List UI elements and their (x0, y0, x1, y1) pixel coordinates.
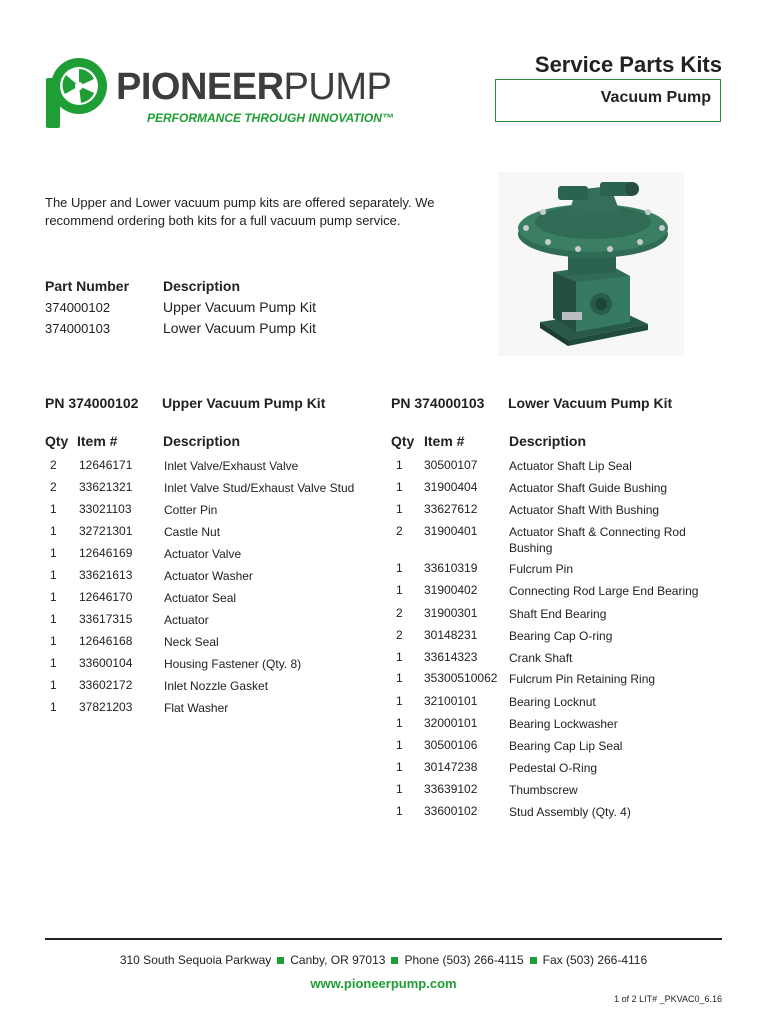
table-cell-qty: 1 (396, 804, 403, 818)
table-cell-qty: 1 (50, 612, 57, 626)
table-cell-item: 30500107 (424, 458, 478, 472)
table-cell-qty: 2 (50, 458, 57, 472)
table-cell-qty: 1 (50, 568, 57, 582)
table-cell-description: Thumbscrew (509, 783, 578, 797)
summary-description: Upper Vacuum Pump Kit (163, 299, 317, 315)
table-cell-qty: 1 (396, 671, 403, 685)
table-cell-description: Fulcrum Pin Retaining Ring (509, 672, 656, 686)
table-cell-qty: 2 (396, 524, 403, 538)
brand-name-bold: PIONEER (116, 66, 284, 108)
table-cell-qty: 1 (50, 590, 57, 604)
brand-name (116, 66, 391, 108)
table-cell-description: Fulcrum Pin (509, 562, 574, 576)
table-cell-item: 30148231 (424, 628, 478, 642)
green-square-bullet-icon (530, 957, 537, 964)
footer-divider (45, 938, 722, 940)
table-cell-qty: 1 (396, 583, 403, 597)
table-cell-item: 37821203 (79, 700, 133, 714)
lower-kit-header-item: Item # (424, 433, 465, 449)
summary-description: Lower Vacuum Pump Kit (163, 320, 317, 336)
footer-fax: Fax (503) 266-4116 (542, 953, 648, 967)
table-cell-description: Bearing Cap Lip Seal (509, 739, 623, 753)
table-cell-description: Actuator Shaft Lip Seal (509, 459, 632, 473)
table-cell-description: Actuator Washer (164, 569, 253, 583)
table-cell-qty: 1 (50, 546, 57, 560)
table-cell-description: Inlet Valve/Exhaust Valve (164, 459, 299, 473)
table-cell-item: 35300510062 (424, 671, 498, 685)
table-cell-description: Crank Shaft (509, 651, 573, 665)
table-cell-item: 31900404 (424, 480, 478, 494)
footer-city: Canby, OR 97013 (290, 953, 386, 967)
table-cell-item: 33021103 (79, 502, 132, 516)
table-cell-item: 32000101 (424, 716, 478, 730)
table-cell-qty: 1 (396, 694, 403, 708)
table-cell-qty: 1 (396, 480, 403, 494)
table-cell-description: Castle Nut (164, 525, 221, 539)
table-cell-qty: 2 (50, 480, 57, 494)
lower-kit-header-description: Description (509, 433, 587, 449)
table-cell-item: 32721301 (79, 524, 133, 538)
footer-address: 310 South Sequoia Parkway (119, 953, 272, 967)
table-cell-qty: 1 (396, 760, 403, 774)
table-cell-item: 33600102 (424, 804, 478, 818)
green-square-bullet-icon (391, 957, 398, 964)
literature-number: 1 of 2 LIT# _PKVAC0_6.16 (614, 994, 722, 1004)
lower-kit-header-qty: Qty (391, 433, 415, 449)
table-cell-qty: 1 (396, 650, 403, 664)
table-cell-item: 30147238 (424, 760, 478, 774)
table-cell-item: 31900301 (424, 606, 478, 620)
table-cell-description: Stud Assembly (Qty. 4) (509, 805, 631, 819)
table-cell-item: 32100101 (424, 694, 478, 708)
table-cell-qty: 1 (396, 782, 403, 796)
footer-contact-line (45, 953, 722, 967)
table-cell-item: 33600104 (79, 656, 133, 670)
summary-part-number: 374000102 (45, 300, 111, 315)
table-cell-qty: 1 (50, 656, 57, 670)
upper-kit-header-qty: Qty (45, 433, 69, 449)
upper-kit-header-item: Item # (77, 433, 118, 449)
lower-kit-part-number: PN 374000103 (391, 395, 485, 411)
table-cell-item: 33639102 (424, 782, 478, 796)
document-subtitle: Vacuum Pump (600, 89, 711, 106)
document-title: Service Parts Kits (534, 52, 722, 77)
table-cell-description: Cotter Pin (164, 503, 218, 517)
table-cell-qty: 1 (396, 502, 403, 516)
lower-kit-title: Lower Vacuum Pump Kit (508, 395, 673, 411)
table-cell-item: 30500106 (424, 738, 478, 752)
brand-tagline: PERFORMANCE THROUGH INNOVATION™ (147, 111, 394, 125)
table-cell-description: Actuator Valve (164, 547, 242, 561)
table-cell-description: Neck Seal (164, 635, 219, 649)
table-cell-qty: 1 (50, 524, 57, 538)
green-square-bullet-icon (277, 957, 284, 964)
table-cell-qty: 1 (396, 458, 403, 472)
table-cell-qty: 2 (396, 606, 403, 620)
table-cell-item: 33610319 (424, 561, 478, 575)
table-cell-item: 33621321 (79, 480, 133, 494)
table-cell-description: Actuator Seal (164, 591, 237, 605)
table-cell-item: 33621613 (79, 568, 133, 582)
table-cell-item: 33614323 (424, 650, 478, 664)
table-cell-qty: 1 (396, 561, 403, 575)
table-cell-item: 12646168 (79, 634, 133, 648)
intro-paragraph: The Upper and Lower vacuum pump kits are offered separately. We recommend ordering both kits for a full vacuum pump service. (45, 195, 435, 228)
table-cell-item: 12646169 (79, 546, 133, 560)
table-cell-item: 31900401 (424, 524, 478, 538)
table-cell-description: Bearing Cap O-ring (509, 629, 613, 643)
table-cell-description: Flat Washer (164, 701, 229, 715)
table-cell-description: Connecting Rod Large End Bearing (509, 584, 699, 598)
summary-header-part-number: Part Number (45, 278, 130, 294)
vacuum-pump-image (498, 172, 684, 356)
table-cell-qty: 1 (50, 502, 57, 516)
table-cell-description: Pedestal O-Ring (509, 761, 598, 775)
summary-header-description: Description (163, 278, 241, 294)
upper-kit-header-description: Description (163, 433, 241, 449)
table-cell-item: 33617315 (79, 612, 133, 626)
table-cell-description: Actuator Shaft Guide Bushing (509, 481, 668, 495)
table-cell-description: Actuator Shaft & Connecting Rod Bushing (509, 525, 686, 555)
table-cell-qty: 1 (396, 738, 403, 752)
brand-name-light: PUMP (283, 66, 392, 108)
pioneer-pump-logo-icon (45, 56, 109, 128)
table-cell-description: Actuator Shaft With Bushing (509, 503, 660, 517)
table-cell-qty: 2 (396, 628, 403, 642)
table-cell-item: 12646171 (79, 458, 133, 472)
table-cell-qty: 1 (50, 678, 57, 692)
table-cell-description: Bearing Locknut (509, 695, 596, 709)
summary-part-number: 374000103 (45, 321, 111, 336)
table-cell-description: Actuator (164, 613, 209, 627)
table-cell-item: 33627612 (424, 502, 478, 516)
table-cell-item: 33602172 (79, 678, 133, 692)
table-cell-item: 12646170 (79, 590, 133, 604)
upper-kit-title: Upper Vacuum Pump Kit (162, 395, 326, 411)
table-cell-description: Shaft End Bearing (509, 607, 607, 621)
website-link[interactable]: www.pioneerpump.com (310, 976, 457, 991)
table-cell-qty: 1 (396, 716, 403, 730)
table-cell-qty: 1 (50, 634, 57, 648)
upper-kit-part-number: PN 374000102 (45, 395, 139, 411)
table-cell-description: Housing Fastener (Qty. 8) (164, 657, 302, 671)
table-cell-description: Inlet Nozzle Gasket (164, 679, 269, 693)
footer-phone: Phone (503) 266-4115 (404, 953, 524, 967)
table-cell-qty: 1 (50, 700, 57, 714)
table-cell-item: 31900402 (424, 583, 478, 597)
table-cell-description: Bearing Lockwasher (509, 717, 618, 731)
table-cell-description: Inlet Valve Stud/Exhaust Valve Stud (164, 481, 355, 495)
